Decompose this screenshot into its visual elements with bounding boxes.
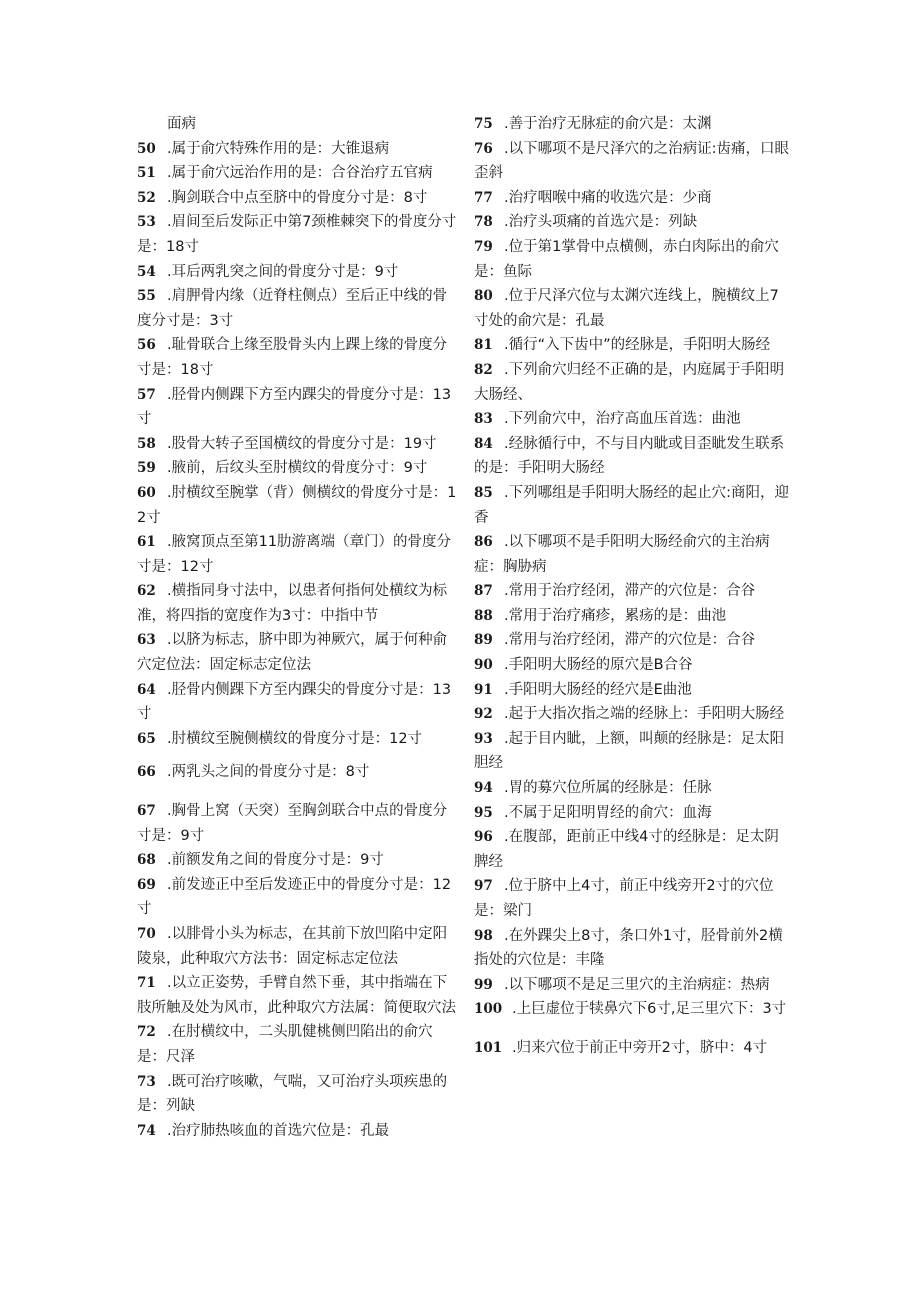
item-number: 66 xyxy=(137,764,156,781)
item-text: .治疗咽喉中痛的收选穴是：少商 xyxy=(504,189,712,206)
item-number: 100 xyxy=(474,1001,503,1018)
item-text: .以下哪项不是尺泽穴的之治病证:齿痛，口眼歪斜 xyxy=(474,140,789,182)
item-text: .既可治疗咳嗽，气喘，又可治疗头项疾患的是：列缺 xyxy=(137,1073,448,1115)
list-item xyxy=(474,530,792,579)
list-item xyxy=(474,579,792,604)
list-item xyxy=(137,186,459,211)
list-item xyxy=(137,456,459,481)
list-item xyxy=(474,1036,792,1061)
item-number: 56 xyxy=(137,337,156,354)
item-text: .胫骨内侧踝下方至内踝尖的骨度分寸是：13寸 xyxy=(137,681,452,723)
item-text: .上巨虚位于犊鼻穴下6寸,足三里穴下：3寸 xyxy=(512,1001,787,1018)
item-number: 89 xyxy=(474,632,493,649)
item-number: 91 xyxy=(474,681,493,698)
item-number: 58 xyxy=(137,435,156,452)
list-item xyxy=(474,825,792,874)
item-text: .横指同身寸法中，以患者何指何处横纹为标准，将四指的宽度作为3寸：中指中节 xyxy=(137,583,448,624)
list-item xyxy=(137,284,459,333)
item-text: .属于俞穴远治作用的是：合谷治疗五官病 xyxy=(167,165,433,182)
list-item xyxy=(474,653,792,678)
item-text: .归来穴位于前正中旁开2寸，脐中：4寸 xyxy=(512,1039,768,1056)
list-item xyxy=(137,848,459,873)
item-number: 55 xyxy=(137,288,156,305)
item-text: .眉间至后发际正中第7颈椎棘突下的骨度分寸是：18寸 xyxy=(137,214,457,255)
item-text: .位于脐中上4寸，前正中线旁开2寸的穴位是：梁门 xyxy=(474,878,774,919)
list-item xyxy=(137,260,459,285)
left-column xyxy=(137,112,459,1143)
item-text: .治疗肺热咳血的首选穴位是：孔最 xyxy=(167,1122,390,1139)
list-item xyxy=(137,383,459,432)
item-number: 79 xyxy=(474,238,493,255)
item-text: .常用与治疗经闭，滞产的穴位是：合谷 xyxy=(504,632,756,649)
item-text: .腋窝顶点至第11肋游离端（章门）的骨度分寸是：12寸 xyxy=(137,534,452,575)
list-item xyxy=(474,333,792,358)
item-text: .胫骨内侧踝下方至内踝尖的骨度分寸是：13寸 xyxy=(137,386,452,428)
list-item xyxy=(137,1119,459,1144)
item-number: 51 xyxy=(137,165,156,182)
item-text: .股骨大转子至国横纹的骨度分寸是：19寸 xyxy=(167,435,437,452)
item-text: .常用于治疗经闭，滞产的穴位是：合谷 xyxy=(504,583,756,600)
item-number: 62 xyxy=(137,583,156,600)
item-text: .手阳明大肠经的经穴是E曲池 xyxy=(504,681,692,698)
list-item xyxy=(137,678,459,727)
item-text: .属于俞穴特殊作用的是：大锥退病 xyxy=(167,140,390,157)
list-item xyxy=(137,579,459,628)
item-text: .不属于足阳明胃经的俞穴：血海 xyxy=(504,804,712,821)
list-item xyxy=(474,235,792,284)
list-item xyxy=(137,530,459,579)
item-text: .经脉循行中，不与目内眦或目歪眦发生联系的是：手阳明大肠经 xyxy=(474,435,785,477)
item-text: .以腓骨小头为标志，在其前下放凹陷中定阳陵泉，此种取穴方法书：固定标志定位法 xyxy=(137,926,448,967)
item-text: .常用于治疗痛疹，累疡的是：曲池 xyxy=(504,607,727,624)
item-text: .以下哪项不是手阳明大肠经俞穴的主治病症：胸胁病 xyxy=(474,534,770,575)
item-text: .起于目内眦，上额，叫颠的经脉是：足太阳胆经 xyxy=(474,730,785,772)
item-text: .下列俞穴中，治疗高血压首选：曲池 xyxy=(504,411,741,428)
item-text: .善于治疗无脉症的俞穴是：太渊 xyxy=(504,116,712,132)
item-number: 69 xyxy=(137,876,156,893)
list-item xyxy=(474,186,792,211)
item-number: 84 xyxy=(474,435,493,452)
item-number: 53 xyxy=(137,214,156,231)
list-item xyxy=(137,112,459,137)
item-number: 57 xyxy=(137,386,156,403)
list-item xyxy=(137,873,459,922)
list-item xyxy=(474,481,792,530)
item-text: .手阳明大肠经的原穴是B合谷 xyxy=(504,657,693,674)
item-text: .以下哪项不是足三里穴的主治病症：热病 xyxy=(504,976,770,993)
list-item xyxy=(474,801,792,826)
item-number: 83 xyxy=(474,411,493,428)
item-number: 96 xyxy=(474,829,493,846)
item-text: .胸剑联合中点至脐中的骨度分寸是：8寸 xyxy=(167,189,428,206)
item-number: 63 xyxy=(137,632,156,649)
item-number: 85 xyxy=(474,484,493,501)
item-text: .位于第1掌骨中点横侧，赤白肉际出的俞穴是：鱼际 xyxy=(474,238,779,280)
list-item xyxy=(137,333,459,382)
item-number: 59 xyxy=(137,460,156,477)
list-item xyxy=(474,112,792,137)
list-item xyxy=(474,678,792,703)
list-item xyxy=(137,628,459,677)
list-item xyxy=(474,702,792,727)
item-number: 75 xyxy=(474,116,493,132)
list-item xyxy=(137,922,459,971)
list-item xyxy=(474,997,792,1022)
item-text: .在外踝尖上8寸，条口外1寸，胫骨前外2横指处的穴位是：丰隆 xyxy=(474,927,783,969)
item-number: 52 xyxy=(137,189,156,206)
item-text: .胃的募穴位所属的经脉是：任脉 xyxy=(504,780,712,797)
list-item xyxy=(474,284,792,333)
item-number: 92 xyxy=(474,706,493,723)
item-number: 71 xyxy=(137,975,156,992)
item-number: 76 xyxy=(474,140,493,157)
list-item xyxy=(137,1070,459,1119)
item-number: 61 xyxy=(137,534,156,551)
item-number: 73 xyxy=(137,1073,156,1090)
list-item xyxy=(137,137,459,162)
item-number: 98 xyxy=(474,927,493,944)
item-text: .前发迹正中至后发迹正中的骨度分寸是：12寸 xyxy=(137,876,452,918)
item-text: .胸骨上窝（天突）至胸剑联合中点的骨度分寸是：9寸 xyxy=(137,803,448,844)
item-number: 64 xyxy=(137,681,156,698)
item-text: .前额发角之间的骨度分寸是：9寸 xyxy=(167,852,384,869)
item-text: .在腹部，距前正中线4寸的经脉是：足太阴脾经 xyxy=(474,829,779,870)
item-number: 101 xyxy=(474,1039,503,1056)
item-number: 93 xyxy=(474,730,493,747)
item-text: .腋前，后纹头至肘横纹的骨度分寸：9寸 xyxy=(167,460,428,477)
item-number: 95 xyxy=(474,804,493,821)
list-item xyxy=(137,799,459,848)
list-item xyxy=(474,432,792,481)
list-item xyxy=(474,924,792,973)
item-text: .以立正姿势，手臂自然下垂，其中指端在下肢所触及处为风市，此种取穴方法属：简便取穴法 xyxy=(137,975,456,1016)
item-text: .治疗头项痛的首选穴是：列缺 xyxy=(504,214,698,231)
list-item xyxy=(474,407,792,432)
list-item xyxy=(137,727,459,752)
item-text: .循行“入下齿中”的经脉是，手阳明大肠经 xyxy=(504,337,771,354)
list-item xyxy=(137,481,459,530)
item-number: 88 xyxy=(474,607,493,624)
item-text: .耳后两乳突之间的骨度分寸是：9寸 xyxy=(167,263,399,280)
item-number: 81 xyxy=(474,337,493,354)
item-number: 82 xyxy=(474,361,493,378)
item-number: 86 xyxy=(474,534,493,551)
item-number: 65 xyxy=(137,730,156,747)
item-text: .位于尺泽穴位与太渊穴连线上，腕横纹上7寸处的俞穴是：孔最 xyxy=(474,288,779,329)
item-text: 面病 xyxy=(167,116,196,132)
item-text: .两乳头之间的骨度分寸是：8寸 xyxy=(167,764,370,781)
item-number: 87 xyxy=(474,583,493,600)
list-item xyxy=(474,604,792,629)
list-item xyxy=(474,874,792,923)
item-text: .在肘横纹中，二头肌健桃侧凹陷出的俞穴是：尺泽 xyxy=(137,1024,433,1065)
list-item xyxy=(137,210,459,259)
list-item xyxy=(474,973,792,998)
item-number: 78 xyxy=(474,214,493,231)
item-text: .下列哪组是手阳明大肠经的起止穴:商阳，迎香 xyxy=(474,484,789,526)
item-text: .下列俞穴归经不正确的是，内庭属于手阳明大肠经、 xyxy=(474,361,785,403)
item-number: 99 xyxy=(474,976,493,993)
item-number: 74 xyxy=(137,1122,156,1139)
item-text: .以脐为标志，脐中即为神厥穴，属于何种俞穴定位法：固定标志定位法 xyxy=(137,632,448,674)
right-column xyxy=(474,112,792,1061)
item-number: 60 xyxy=(137,484,156,501)
item-number: 77 xyxy=(474,189,493,206)
item-number: 97 xyxy=(474,878,493,895)
item-text: .肘横纹至腕掌（背）侧横纹的骨度分寸是：12寸 xyxy=(137,484,457,526)
item-text: .肩胛骨内缘（近脊柱侧点）至后正中线的骨度分寸是：3寸 xyxy=(137,288,448,329)
list-item xyxy=(474,358,792,407)
item-number: 70 xyxy=(137,926,156,942)
list-item xyxy=(137,971,459,1020)
list-item xyxy=(474,727,792,776)
item-number: 90 xyxy=(474,657,493,674)
item-number: 68 xyxy=(137,852,156,869)
list-item xyxy=(137,760,459,785)
item-number: 94 xyxy=(474,780,493,797)
list-item xyxy=(137,432,459,457)
list-item xyxy=(474,628,792,653)
item-number: 54 xyxy=(137,263,156,280)
list-item xyxy=(137,1020,459,1069)
list-item xyxy=(474,776,792,801)
item-text: .耻骨联合上缘至股骨头内上踝上缘的骨度分寸是：18寸 xyxy=(137,337,448,378)
item-text: .起于大指次指之端的经脉上：手阳明大肠经 xyxy=(504,706,785,723)
item-number: 67 xyxy=(137,803,156,820)
item-number: 72 xyxy=(137,1024,156,1041)
list-item xyxy=(137,161,459,186)
list-item xyxy=(474,137,792,186)
item-number: 80 xyxy=(474,288,493,305)
item-number: 50 xyxy=(137,140,156,157)
item-text: .肘横纹至腕侧横纹的骨度分寸是：12寸 xyxy=(167,730,423,747)
list-item xyxy=(474,210,792,235)
